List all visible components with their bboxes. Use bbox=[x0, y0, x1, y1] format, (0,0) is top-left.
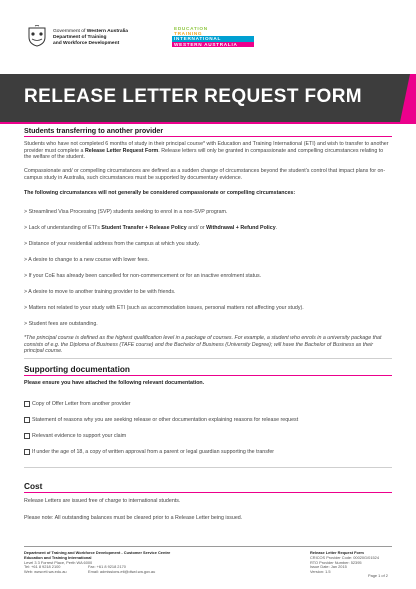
checkbox[interactable] bbox=[24, 417, 30, 423]
exclusion-item: > Lack of understanding of ETI's Student Transfer + Release Policy and/ or Withdrawal + Refund Policy. bbox=[24, 225, 278, 231]
section-heading: Supporting documentation bbox=[24, 364, 131, 374]
footer-contact: Department of Training and Workforce Development - Customer Service Centre Education and Training International Level 3 3 Forrest Place, Perth WA 6000 Tel: +61 8 9218 2100 Fax: +61 8 9218 2170 Web: www.eti.wa.edu.au Email: admissions.eti@dtwd.wa.gov.au bbox=[24, 550, 171, 575]
page-header bbox=[0, 0, 416, 56]
checkbox[interactable] bbox=[24, 433, 30, 439]
cost-note: Please note: All outstanding balances must be cleared prior to a Release Letter being issued. bbox=[24, 515, 243, 521]
band-accent bbox=[396, 74, 416, 122]
eti-logo-line: WESTERN AUSTRALIA bbox=[172, 42, 254, 47]
footer-document-info: Release Letter Request Form CRICOS Provider Code: 00020G/01524 RTO Provider Number: 52395 Issue Date: Jan 2015 Version: 1.5 bbox=[310, 550, 379, 575]
doc-checklist-item: Statement of reasons why you are seeking release or other documentation explaining reasons for release request bbox=[24, 417, 298, 424]
eti-logo-line: EDUCATION bbox=[174, 26, 208, 31]
section-rule bbox=[24, 492, 392, 493]
government-logo-text: Government of Western Australia Department of Training and Workforce Development bbox=[53, 29, 129, 47]
cost-paragraph: Release Letters are issued free of charge to international students. bbox=[24, 498, 181, 504]
principal-course-footnote: *The principal course is defined as the highest qualification level in a package of courses. For example, a student who enrols in a university package that consists of e.g. the Diploma of Business (TAFE course) and the Bachelor of Business (University Degree); will have the Bachelor of Business as their principal course. bbox=[24, 335, 382, 355]
checkbox[interactable] bbox=[24, 449, 30, 455]
eti-logo-line: INTERNATIONAL bbox=[172, 36, 254, 41]
definition-paragraph: Compassionate and/ or compelling circumstances are defined as a sudden change of circumstances beyond the student's control that impact plans for on-campus study in Australia, such circumstances must be supported by documentary evidence. bbox=[24, 168, 386, 181]
checkbox[interactable] bbox=[24, 401, 30, 407]
page-footer bbox=[0, 546, 416, 589]
divider bbox=[24, 358, 392, 359]
section-rule bbox=[24, 375, 392, 376]
section-heading: Cost bbox=[24, 481, 43, 491]
wa-crest-icon bbox=[27, 25, 47, 47]
exclusions-intro: The following circumstances will not generally be considered compassionate or compelling circumstances: bbox=[24, 190, 296, 196]
title-band bbox=[0, 74, 416, 122]
exclusion-item: > Student fees are outstanding. bbox=[24, 321, 98, 327]
intro-paragraph: Students who have not completed 6 months of study in their principal course* with Education and Training International (ETI) and wish to transfer to another provider must complete a Release Letter Request Form. Release letters will only be granted in compassionate and compelling circumstances relating to the welfare of the student. bbox=[24, 141, 389, 161]
divider bbox=[24, 467, 392, 468]
eti-logo bbox=[172, 26, 254, 47]
doc-checklist-item: If under the age of 18, a copy of written approval from a parent or legal guardian supporting the transfer bbox=[24, 449, 274, 456]
documents-intro: Please ensure you have attached the following relevant documentation. bbox=[24, 380, 205, 386]
exclusion-item: > Distance of your residential address from the campus at which you study. bbox=[24, 241, 200, 247]
eti-logo-line: TRAINING bbox=[174, 31, 203, 37]
exclusion-item: > If your CoE has already been cancelled for non-commencement or for an inactive enrolment status. bbox=[24, 273, 262, 279]
exclusion-item: > Streamlined Visa Processing (SVP) students seeking to enrol in a non-SVP program. bbox=[24, 209, 228, 215]
doc-checklist-item: Relevant evidence to support your claim bbox=[24, 433, 126, 440]
section-rule bbox=[24, 136, 392, 137]
section-heading: Students transferring to another provider bbox=[24, 127, 164, 135]
page-title: RELEASE LETTER REQUEST FORM bbox=[24, 86, 363, 107]
exclusion-item: > A desire to move to another training provider to be with friends. bbox=[24, 289, 176, 295]
page-number: Page 1 of 2 bbox=[368, 573, 388, 578]
footer-rule bbox=[24, 546, 392, 547]
exclusion-item: > Matters not related to your study with ETI (such as accommodation issues, personal matters not affecting your study). bbox=[24, 305, 304, 311]
doc-checklist-item: Copy of Offer Letter from another provider bbox=[24, 401, 131, 408]
exclusion-item: > A desire to change to a new course with lower fees. bbox=[24, 257, 149, 263]
title-band-stripe bbox=[0, 122, 416, 124]
